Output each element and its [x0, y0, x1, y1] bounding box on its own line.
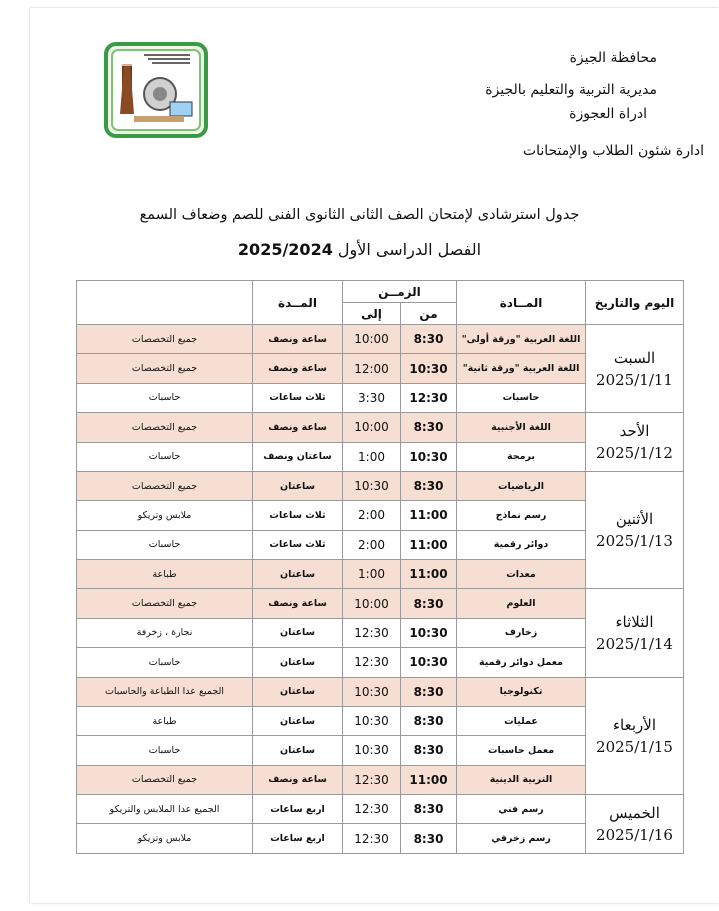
- header-duration: المــدة: [253, 281, 343, 325]
- duration-cell: ثلاث ساعات: [253, 383, 343, 412]
- to-cell: 10:30: [343, 471, 401, 500]
- to-cell: 12:30: [343, 648, 401, 677]
- to-cell: 10:00: [343, 589, 401, 618]
- day-date: 2025/1/12: [596, 444, 673, 462]
- duration-cell: ساعتان: [253, 560, 343, 589]
- to-cell: 12:30: [343, 824, 401, 854]
- duration-cell: ساعتان: [253, 706, 343, 735]
- subject-cell: عمليات: [457, 706, 586, 735]
- subject-cell: رسم فني: [457, 795, 586, 824]
- specialization-cell: نجارة ، زخرفة: [77, 618, 253, 647]
- subject-cell: التربية الدينية: [457, 765, 586, 794]
- from-cell: 8:30: [401, 824, 457, 854]
- to-cell: 2:00: [343, 501, 401, 530]
- duration-cell: اربع ساعات: [253, 824, 343, 854]
- duration-cell: ساعتان: [253, 648, 343, 677]
- specialization-cell: طباعة: [77, 706, 253, 735]
- specialization-cell: جميع التخصصات: [77, 589, 253, 618]
- header-administration: ادراة العجوزة: [569, 106, 647, 122]
- table-row: [77, 325, 684, 354]
- to-cell: 3:30: [343, 383, 401, 412]
- day-cell: [586, 325, 684, 413]
- from-cell: 10:30: [401, 648, 457, 677]
- to-cell: 10:30: [343, 706, 401, 735]
- from-cell: 11:00: [401, 560, 457, 589]
- schedule-body: [77, 325, 684, 854]
- to-cell: 10:00: [343, 325, 401, 354]
- duration-cell: ساعة ونصف: [253, 325, 343, 354]
- academic-year: 2025/2024: [237, 240, 333, 259]
- subject-cell: دوائر رقمية: [457, 530, 586, 559]
- to-cell: 1:00: [343, 442, 401, 471]
- to-cell: 12:30: [343, 618, 401, 647]
- duration-cell: ثلاث ساعات: [253, 501, 343, 530]
- specialization-cell: جميع التخصصات: [77, 765, 253, 794]
- day-name: الثلاثاء: [615, 612, 654, 631]
- subject-cell: اللغة العربية "ورقة أولى": [457, 325, 586, 354]
- duration-cell: ساعة ونصف: [253, 589, 343, 618]
- day-cell: [586, 677, 684, 795]
- duration-cell: ثلاث ساعات: [253, 530, 343, 559]
- duration-cell: ساعتان: [253, 618, 343, 647]
- header-governorate: محافظة الجيزة: [569, 50, 657, 66]
- subject-cell: معمل حاسبات: [457, 736, 586, 765]
- from-cell: 8:30: [401, 706, 457, 735]
- specialization-cell: جميع التخصصات: [77, 471, 253, 500]
- header-affairs: ادارة شئون الطلاب والإمتحانات: [522, 143, 704, 159]
- to-cell: 10:30: [343, 677, 401, 706]
- to-cell: 10:30: [343, 736, 401, 765]
- from-cell: 8:30: [401, 325, 457, 354]
- day-name: الخميس: [609, 804, 660, 822]
- to-cell: 1:00: [343, 560, 401, 589]
- day-cell: [586, 471, 684, 589]
- duration-cell: ساعتان ونصف: [253, 442, 343, 471]
- specialization-cell: طباعة: [77, 560, 253, 589]
- specialization-cell: جميع التخصصات: [77, 354, 253, 383]
- specialization-cell: حاسبات: [77, 648, 253, 677]
- subject-cell: العلوم: [457, 589, 586, 618]
- day-cell: [586, 589, 684, 677]
- header-subject: المــادة: [457, 281, 586, 325]
- from-cell: 8:30: [401, 677, 457, 706]
- from-cell: 8:30: [401, 736, 457, 765]
- semester-title: [0, 240, 719, 259]
- specialization-cell: ملابس وتريكو: [77, 824, 253, 854]
- semester-label: الفصل الدراسى الأول: [337, 240, 482, 259]
- to-cell: 12:30: [343, 765, 401, 794]
- from-cell: 8:30: [401, 413, 457, 442]
- specialization-cell: ملابس وتريكو: [77, 501, 253, 530]
- day-date: 2025/1/14: [596, 634, 673, 653]
- specialization-cell: حاسبات: [77, 442, 253, 471]
- to-cell: 12:00: [343, 354, 401, 383]
- specialization-cell: جميع التخصصات: [77, 325, 253, 354]
- table-row: [77, 589, 684, 618]
- from-cell: 11:00: [401, 501, 457, 530]
- to-cell: 2:00: [343, 530, 401, 559]
- day-name: الأربعاء: [613, 715, 657, 734]
- day-date: 2025/1/13: [596, 532, 673, 551]
- table-row: [77, 795, 684, 824]
- day-date: 2025/1/16: [596, 826, 673, 844]
- from-cell: 11:00: [401, 530, 457, 559]
- from-cell: 8:30: [401, 589, 457, 618]
- from-cell: 11:00: [401, 765, 457, 794]
- subject-cell: رسم زخرفي: [457, 824, 586, 854]
- subject-cell: الرياضيات: [457, 471, 586, 500]
- day-cell: [586, 795, 684, 854]
- duration-cell: ساعتان: [253, 677, 343, 706]
- to-cell: 12:30: [343, 795, 401, 824]
- subject-cell: حاسبات: [457, 383, 586, 412]
- duration-cell: ساعتان: [253, 471, 343, 500]
- header-day-date: اليوم والتاريخ: [586, 281, 684, 325]
- duration-cell: ساعة ونصف: [253, 765, 343, 794]
- subject-cell: اللغة العربية "ورقة ثانية": [457, 354, 586, 383]
- from-cell: 12:30: [401, 383, 457, 412]
- from-cell: 10:30: [401, 354, 457, 383]
- from-cell: 10:30: [401, 618, 457, 647]
- day-cell: [586, 413, 684, 472]
- table-row: [77, 413, 684, 442]
- day-name: الأثنين: [615, 510, 654, 529]
- table-row: [77, 471, 684, 500]
- specialization-cell: الجميع عدا الطباعة والحاسبات: [77, 677, 253, 706]
- day-date: 2025/1/15: [596, 737, 673, 756]
- from-cell: 8:30: [401, 471, 457, 500]
- exam-schedule-table: [76, 280, 684, 854]
- specialization-cell: الجميع عدا الملابس والتريكو: [77, 795, 253, 824]
- subject-cell: برمجة: [457, 442, 586, 471]
- subject-cell: رسم نماذج: [457, 501, 586, 530]
- to-cell: 10:00: [343, 413, 401, 442]
- day-name: الأحد: [619, 422, 650, 440]
- specialization-cell: حاسبات: [77, 530, 253, 559]
- from-cell: 8:30: [401, 795, 457, 824]
- header-time: الزمــن: [343, 281, 457, 303]
- day-date: 2025/1/11: [596, 370, 673, 389]
- subject-cell: اللغة الأجنبية: [457, 413, 586, 442]
- schedule-title: جدول استرشادى لإمتحان الصف الثانى الثانوى الفنى للصم وضعاف السمع: [139, 207, 580, 223]
- specialization-cell: حاسبات: [77, 383, 253, 412]
- from-cell: 10:30: [401, 442, 457, 471]
- duration-cell: ساعة ونصف: [253, 354, 343, 383]
- header-notes: [77, 281, 253, 325]
- duration-cell: ساعتان: [253, 736, 343, 765]
- duration-cell: اربع ساعات: [253, 795, 343, 824]
- duration-cell: ساعة ونصف: [253, 413, 343, 442]
- specialization-cell: حاسبات: [77, 736, 253, 765]
- header-to: إلى: [343, 303, 401, 325]
- subject-cell: معمل دوائر رقمية: [457, 648, 586, 677]
- day-name: السبت: [613, 348, 656, 367]
- header-directorate: مديرية التربية والتعليم بالجيزة: [485, 82, 657, 98]
- subject-cell: زخارف: [457, 618, 586, 647]
- header-from: من: [401, 303, 457, 325]
- specialization-cell: جميع التخصصات: [77, 413, 253, 442]
- directorate-logo: [104, 42, 208, 138]
- subject-cell: تكنولوجيا: [457, 677, 586, 706]
- subject-cell: معدات: [457, 560, 586, 589]
- table-row: [77, 677, 684, 706]
